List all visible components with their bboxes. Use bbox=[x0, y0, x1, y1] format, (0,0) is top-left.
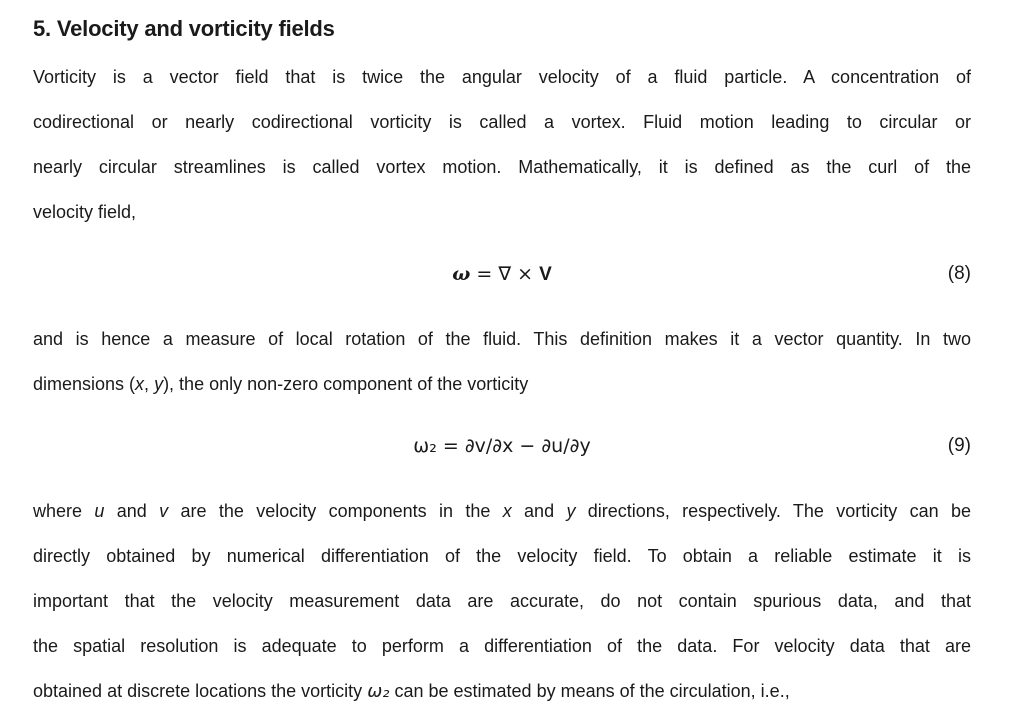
omega-z-symbol: ω₂ bbox=[367, 681, 390, 702]
text-run: can be estimated by means of the circulation, i.e., bbox=[389, 681, 790, 701]
equation-expression: ω₂ = ∂v/∂x − ∂u/∂y bbox=[413, 435, 591, 457]
text-run: are the velocity components in the bbox=[168, 501, 503, 521]
curl-operator: = ∇ × bbox=[470, 263, 540, 285]
variable-y: y bbox=[154, 374, 164, 394]
text-run: ), the only non-zero component of the vorticity bbox=[163, 374, 529, 394]
equation-number: (8) bbox=[947, 263, 971, 284]
paragraph-vorticity-definition bbox=[33, 55, 971, 235]
omega-symbol: ω bbox=[452, 263, 471, 285]
equation-8 bbox=[33, 263, 971, 293]
text-line bbox=[33, 669, 971, 714]
variable-x: x bbox=[502, 501, 512, 521]
variable-u: u bbox=[94, 501, 105, 521]
text-line bbox=[33, 362, 971, 407]
text-line: and is hence a measure of local rotation of the fluid. This definition makes it a vector quantity. In two bbox=[33, 329, 971, 349]
section-heading: 5. Velocity and vorticity fields bbox=[33, 16, 335, 41]
equation-number: (9) bbox=[947, 435, 971, 456]
text-run: dimensions ( bbox=[33, 374, 136, 394]
variable-x: x bbox=[135, 374, 145, 394]
variable-y: y bbox=[566, 501, 576, 521]
text-line: Vorticity is a vector field that is twice the angular velocity of a fluid particle. A concentration of bbox=[33, 67, 971, 87]
text-line: directly obtained by numerical differentiation of the velocity field. To obtain a reliable estimate it is bbox=[33, 546, 971, 566]
text-line bbox=[33, 489, 971, 534]
text-run: , bbox=[144, 374, 155, 394]
text-line: the spatial resolution is adequate to perform a differentiation of the data. For velocity data that are bbox=[33, 636, 971, 656]
velocity-symbol: V bbox=[539, 264, 552, 285]
text-line: velocity field, bbox=[33, 202, 137, 222]
text-run: where bbox=[33, 501, 95, 521]
equation-9 bbox=[33, 435, 971, 465]
paragraph-velocity-components bbox=[33, 489, 971, 714]
equation-expression bbox=[33, 263, 971, 286]
text-run: obtained at discrete locations the vorticity bbox=[33, 681, 368, 701]
text-line: nearly circular streamlines is called vortex motion. Mathematically, it is defined as the curl of the bbox=[33, 157, 971, 177]
text-run: and bbox=[511, 501, 567, 521]
text-run: directions, respectively. The vorticity can be bbox=[575, 501, 971, 521]
text-line: codirectional or nearly codirectional vorticity is called a vortex. Fluid motion leading to circular or bbox=[33, 112, 971, 132]
variable-v: v bbox=[159, 501, 169, 521]
text-line: important that the velocity measurement data are accurate, do not contain spurious data, and that bbox=[33, 591, 971, 611]
paragraph-local-rotation bbox=[33, 317, 971, 407]
text-run: and bbox=[104, 501, 160, 521]
